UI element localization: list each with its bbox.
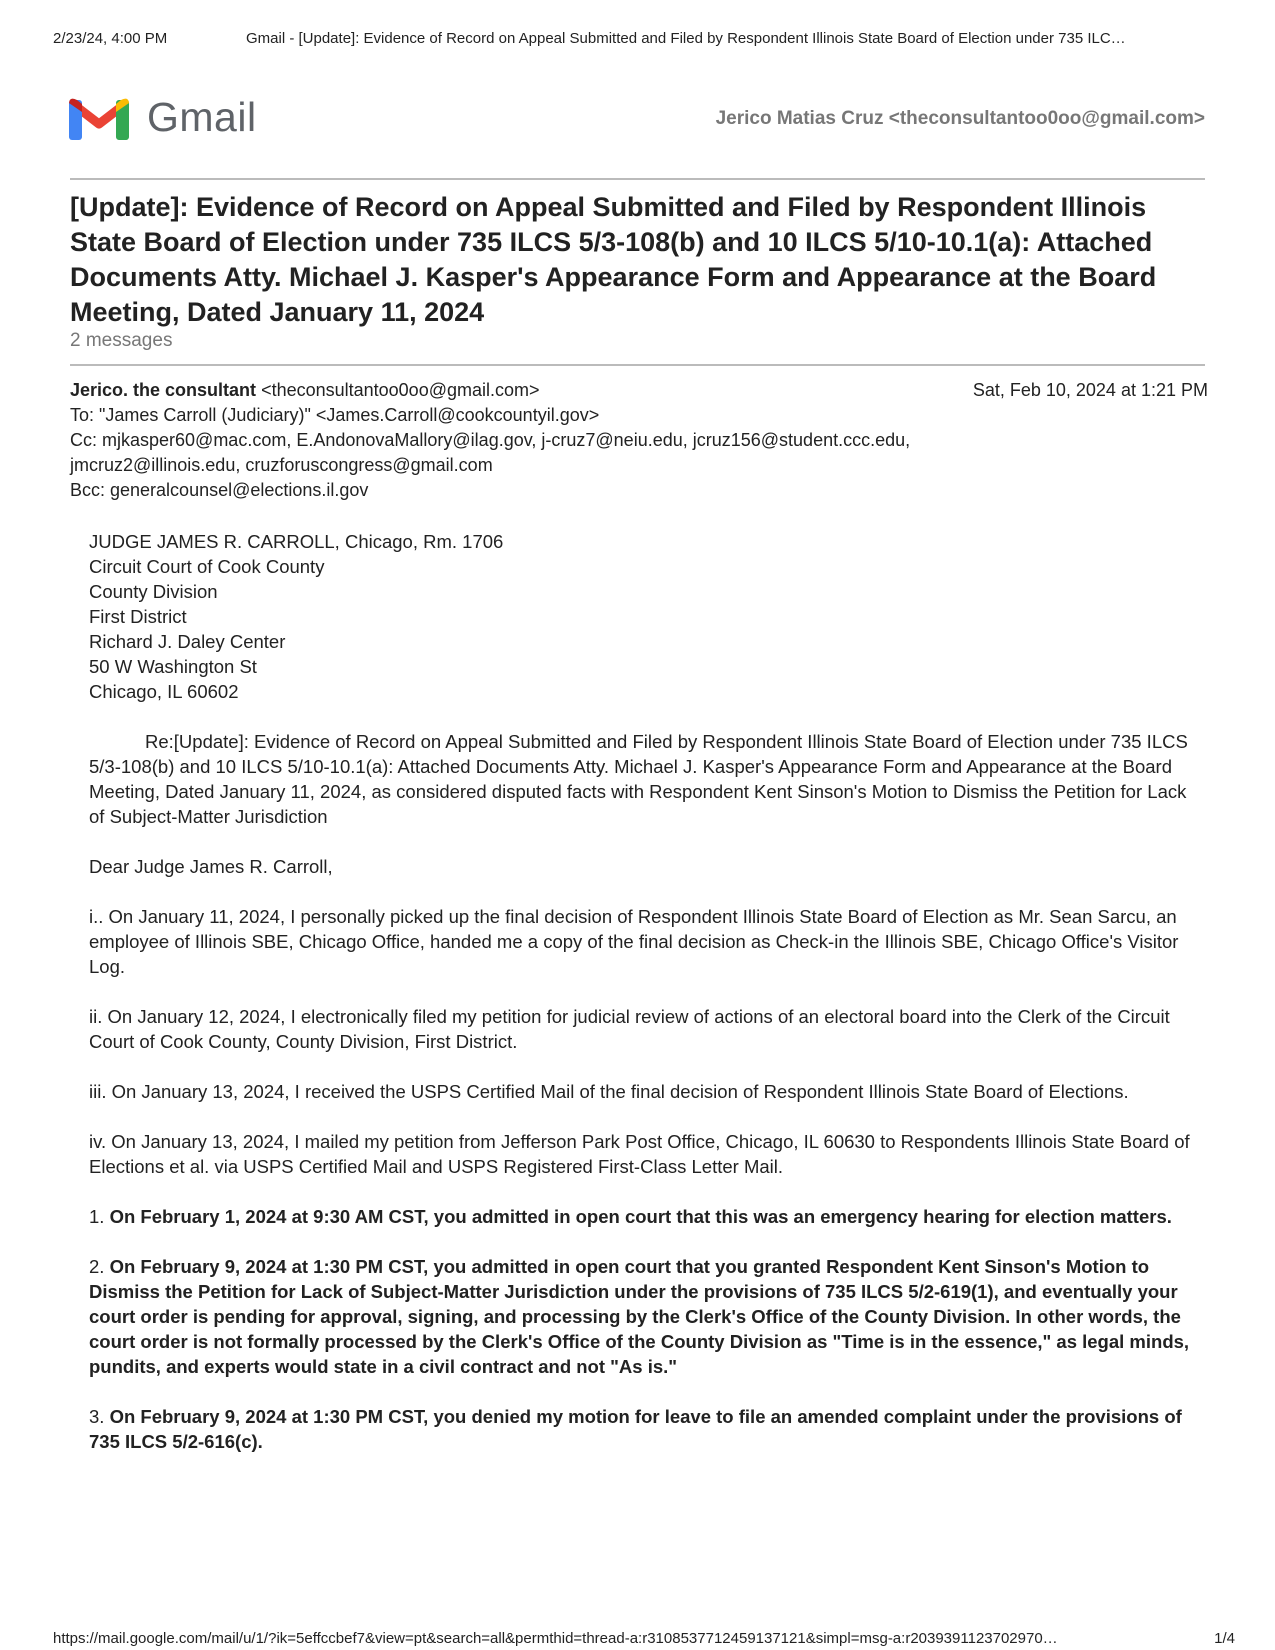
paragraph-iv: iv. On January 13, 2024, I mailed my petition from Jefferson Park Post Office, Chicago, IL 60630 to Respondents Illinois State Board of Elections et al. via USPS Certified Mail and USPS Registered First-Class Letter Mail. [89, 1131, 1190, 1177]
subject-divider [70, 364, 1205, 366]
salutation: Dear Judge James R. Carroll, [89, 856, 333, 877]
paragraph-3 [89, 1404, 1199, 1454]
paragraph-number: 2. [89, 1256, 105, 1277]
paragraph-iii: iii. On January 13, 2024, I received the USPS Certified Mail of the final decision of Respondent Illinois State Board of Elections. [89, 1081, 1129, 1102]
header-divider [70, 178, 1205, 180]
paragraph-number: 3. [89, 1406, 105, 1427]
gmail-logo[interactable] [69, 92, 257, 142]
sender-email[interactable]: <theconsultantoo0oo@gmail.com> [261, 380, 540, 400]
message-date: Sat, Feb 10, 2024 at 1:21 PM [972, 380, 1208, 400]
paragraph-text: On February 1, 2024 at 9:30 AM CST, you admitted in open court that this was an emergency hearing for election matters. [109, 1206, 1172, 1227]
print-url: https://mail.google.com/mail/u/1/?ik=5effccbef7&view=pt&search=all&permthid=thread-a:r3108537712459137121&simpl=msg-a:r2039391123702970… [53, 1630, 1058, 1647]
recipient-address [89, 529, 1199, 704]
sender-name: Jerico. the consultant [70, 380, 257, 400]
paragraph-number: 1. [89, 1206, 105, 1227]
address-line: First District [89, 606, 187, 627]
paragraph-i: i.. On January 11, 2024, I personally picked up the final decision of Respondent Illinois State Board of Election as Mr. Sean Sarcu, an employee of Illinois SBE, Chicago Office, handed me a copy of the final decision as Check-in the Illinois SBE, Chicago Office's Visitor Log. [89, 906, 1179, 977]
paragraph-2 [89, 1254, 1199, 1379]
paragraph-text: On February 9, 2024 at 1:30 PM CST, you denied my motion for leave to file an amended complaint under the provisions of 735 ILCS 5/2-616(c). [89, 1406, 1182, 1452]
paragraph-text: On February 9, 2024 at 1:30 PM CST, you admitted in open court that you granted Respondent Kent Sinson's Motion to Dismiss the Petition for Lack of Subject-Matter Jurisdiction under the provisions of 735 ILCS 5/2-619(1), and eventually your court order is pending for approval, signing, and processing by the Clerk's Office of the County Division. In other words, the court order is not formally processed by the Clerk's Office of the County Division as "Time is in the essence," as legal minds, pundits, and experts would state in a civil contract and not "As is." [89, 1256, 1190, 1377]
page-number: 1/4 [1214, 1630, 1235, 1647]
gmail-m-icon [69, 94, 129, 140]
message-header [70, 378, 1208, 503]
address-line: Richard J. Daley Center [89, 631, 286, 652]
thread-subject: [Update]: Evidence of Record on Appeal Submitted and Filed by Respondent Illinois State Board of Election under 735 ILCS 5/3-108(b) and 10 ILCS 5/10-10.1(a): Attached Documents Atty. Michael J. Kasper's Appearance Form and Appearance at the Board Meeting, Dated January 11, 2024 [70, 192, 1157, 327]
to-line: To: "James Carroll (Judiciary)" <James.Carroll@cookcountyil.gov> [70, 405, 600, 425]
print-page-title: Gmail - [Update]: Evidence of Record on Appeal Submitted and Filed by Respondent Illinois State Board of Election under 735 ILC… [246, 30, 1126, 47]
paragraph-1 [89, 1204, 1199, 1229]
re-line: Re:[Update]: Evidence of Record on Appeal Submitted and Filed by Respondent Illinois State Board of Election under 735 ILCS 5/3-108(b) and 10 ILCS 5/10-10.1(a): Attached Documents Atty. Michael J. Kasper's Appearance Form and Appearance at the Board Meeting, Dated January 11, 2024, as considered disputed facts with Respondent Kent Sinson's Motion to Dismiss the Petition for Lack of Subject-Matter Jurisdiction [89, 731, 1188, 827]
cc-line-2: jmcruz2@illinois.edu, cruzforuscongress@gmail.com [70, 455, 493, 475]
address-line: Circuit Court of Cook County [89, 556, 325, 577]
message-body [89, 529, 1199, 1479]
account-identity: Jerico Matias Cruz <theconsultantoo0oo@gmail.com> [715, 108, 1205, 129]
cc-line-1: Cc: mjkasper60@mac.com, E.AndonovaMallory@ilag.gov, j-cruz7@neiu.edu, jcruz156@student.ccc.edu, [70, 430, 911, 450]
print-datetime: 2/23/24, 4:00 PM [53, 30, 168, 47]
message-count: 2 messages [70, 330, 173, 351]
gmail-wordmark: Gmail [147, 94, 257, 140]
address-line: County Division [89, 581, 218, 602]
address-line: JUDGE JAMES R. CARROLL, Chicago, Rm. 1706 [89, 531, 504, 552]
address-line: Chicago, IL 60602 [89, 681, 239, 702]
paragraph-ii: ii. On January 12, 2024, I electronically filed my petition for judicial review of actions of an electoral board into the Clerk of the Circuit Court of Cook County, County Division, First District. [89, 1006, 1170, 1052]
address-line: 50 W Washington St [89, 656, 257, 677]
bcc-line: Bcc: generalcounsel@elections.il.gov [70, 480, 369, 500]
from-row [70, 378, 1208, 403]
